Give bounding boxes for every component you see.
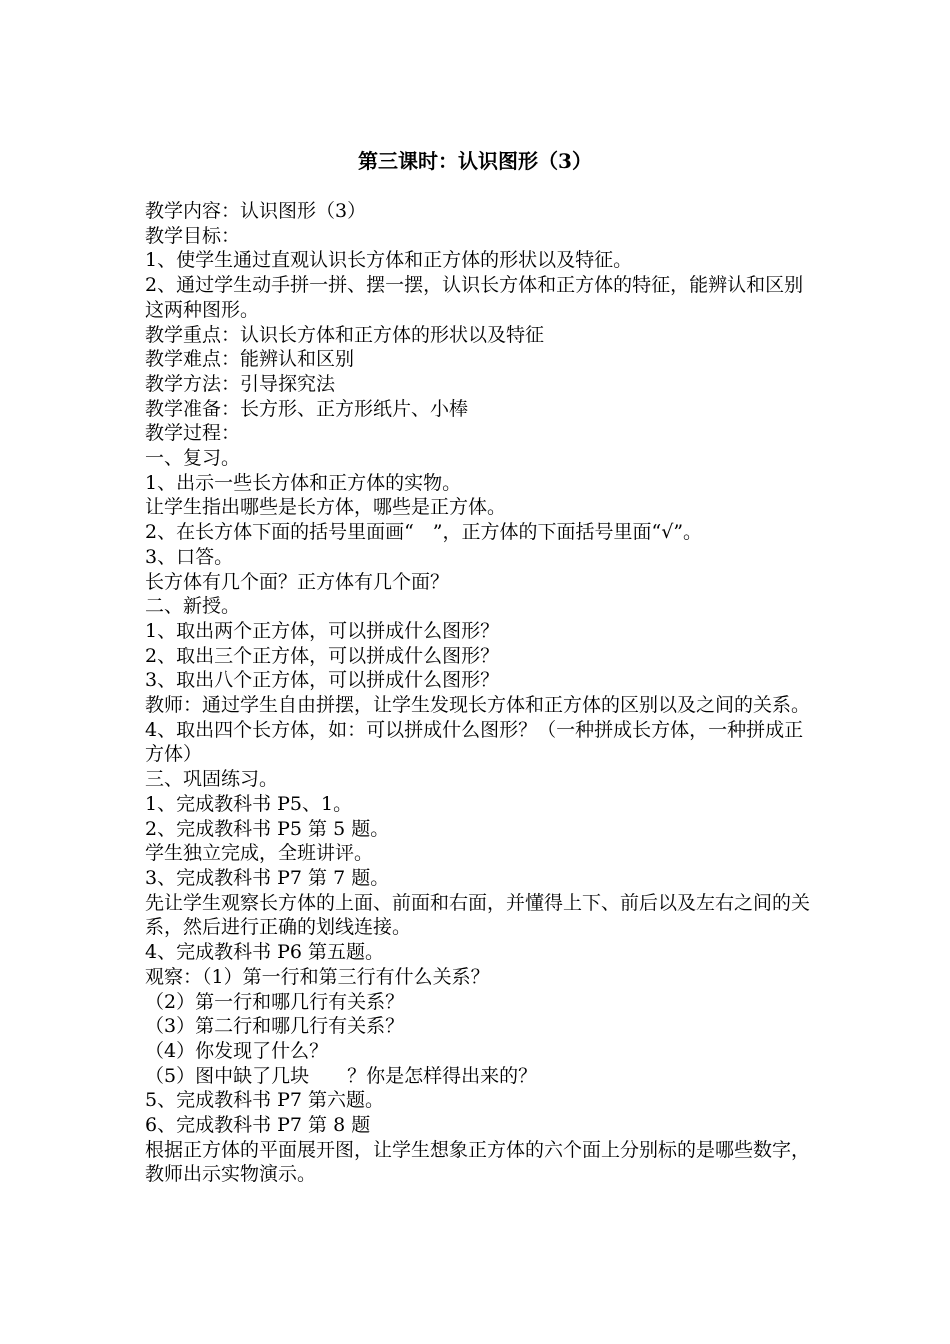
paragraph: 4、完成教科书 P6 第五题。 — [145, 941, 385, 964]
paragraph: （3）第二行和哪几行有关系？ — [145, 1015, 405, 1038]
paragraph: 3、口答。 — [145, 545, 234, 568]
paragraph: 教学重点：认识长方体和正方体的形状以及特征 — [145, 323, 545, 346]
paragraph: 让学生指出哪些是长方体，哪些是正方体。 — [145, 496, 507, 519]
paragraph: 教学内容：认识图形（3） — [145, 200, 367, 222]
paragraph: 4、取出四个长方体，如：可以拼成什么图形？（一种拼成长方体，一种拼成正方体） — [145, 718, 804, 766]
paragraph: 6、完成教科书 P7 第 8 题 — [145, 1114, 371, 1137]
paragraph: 一、复习。 — [145, 447, 241, 470]
paragraph: 教学目标： — [145, 224, 241, 247]
paragraph: （4）你发现了什么？ — [145, 1039, 329, 1062]
lesson-title: 第三课时：认识图形（3） — [358, 149, 592, 173]
paragraph: 长方体有几个面？正方体有几个面？ — [145, 570, 450, 593]
paragraph: 2、通过学生动手拼一拼、摆一摆，认识长方体和正方体的特征，能辨认和区别这两种图形。 — [145, 274, 804, 321]
paragraph: 3、取出八个正方体，可以拼成什么图形？ — [145, 669, 500, 692]
paragraph: 学生独立完成，全班讲评。 — [145, 842, 374, 865]
paragraph: 二、新授。 — [145, 595, 241, 618]
paragraph: （5）图中缺了几块 ？你是怎样得出来的？ — [145, 1064, 538, 1087]
paragraph: 先让学生观察长方体的上面、前面和右面，并懂得上下、前后以及左右之间的关系，然后进行正确的划线连接。 — [145, 891, 811, 939]
paragraph: 1、完成教科书 P5、1。 — [145, 792, 353, 815]
paragraph: 1、使学生通过直观认识长方体和正方体的形状以及特征。 — [145, 249, 633, 272]
paragraph: 1、取出两个正方体，可以拼成什么图形？ — [145, 619, 500, 642]
paragraph: 2、取出三个正方体，可以拼成什么图形？ — [145, 644, 500, 667]
paragraph: 教学准备：长方形、正方形纸片、小棒 — [145, 397, 469, 420]
paragraph: 教师：通过学生自由拼摆，让学生发现长方体和正方体的区别以及之间的关系。 — [145, 694, 811, 717]
paragraph: 教学方法：引导探究法 — [145, 372, 336, 395]
paragraph: 三、巩固练习。 — [145, 768, 279, 791]
lesson-body — [145, 199, 815, 1187]
paragraph: 2、完成教科书 P5 第 5 题。 — [145, 817, 390, 840]
paragraph: 教学过程： — [145, 422, 241, 445]
paragraph: 1、出示一些长方体和正方体的实物。 — [145, 471, 462, 494]
paragraph: （2）第一行和哪几行有关系？ — [145, 990, 405, 1013]
paragraph: 3、完成教科书 P7 第 7 题。 — [145, 866, 390, 889]
paragraph: 观察：（1）第一行和第三行有什么关系？ — [145, 965, 490, 988]
paragraph: 根据正方体的平面展开图，让学生想象正方体的六个面上分别标的是哪些数字，教师出示实物演示。 — [145, 1138, 811, 1186]
paragraph: 2、在长方体下面的括号里面画“ ”，正方体的下面括号里面“√”。 — [145, 521, 703, 544]
paragraph: 5、完成教科书 P7 第六题。 — [145, 1089, 385, 1112]
paragraph: 教学难点：能辨认和区别 — [145, 348, 355, 371]
